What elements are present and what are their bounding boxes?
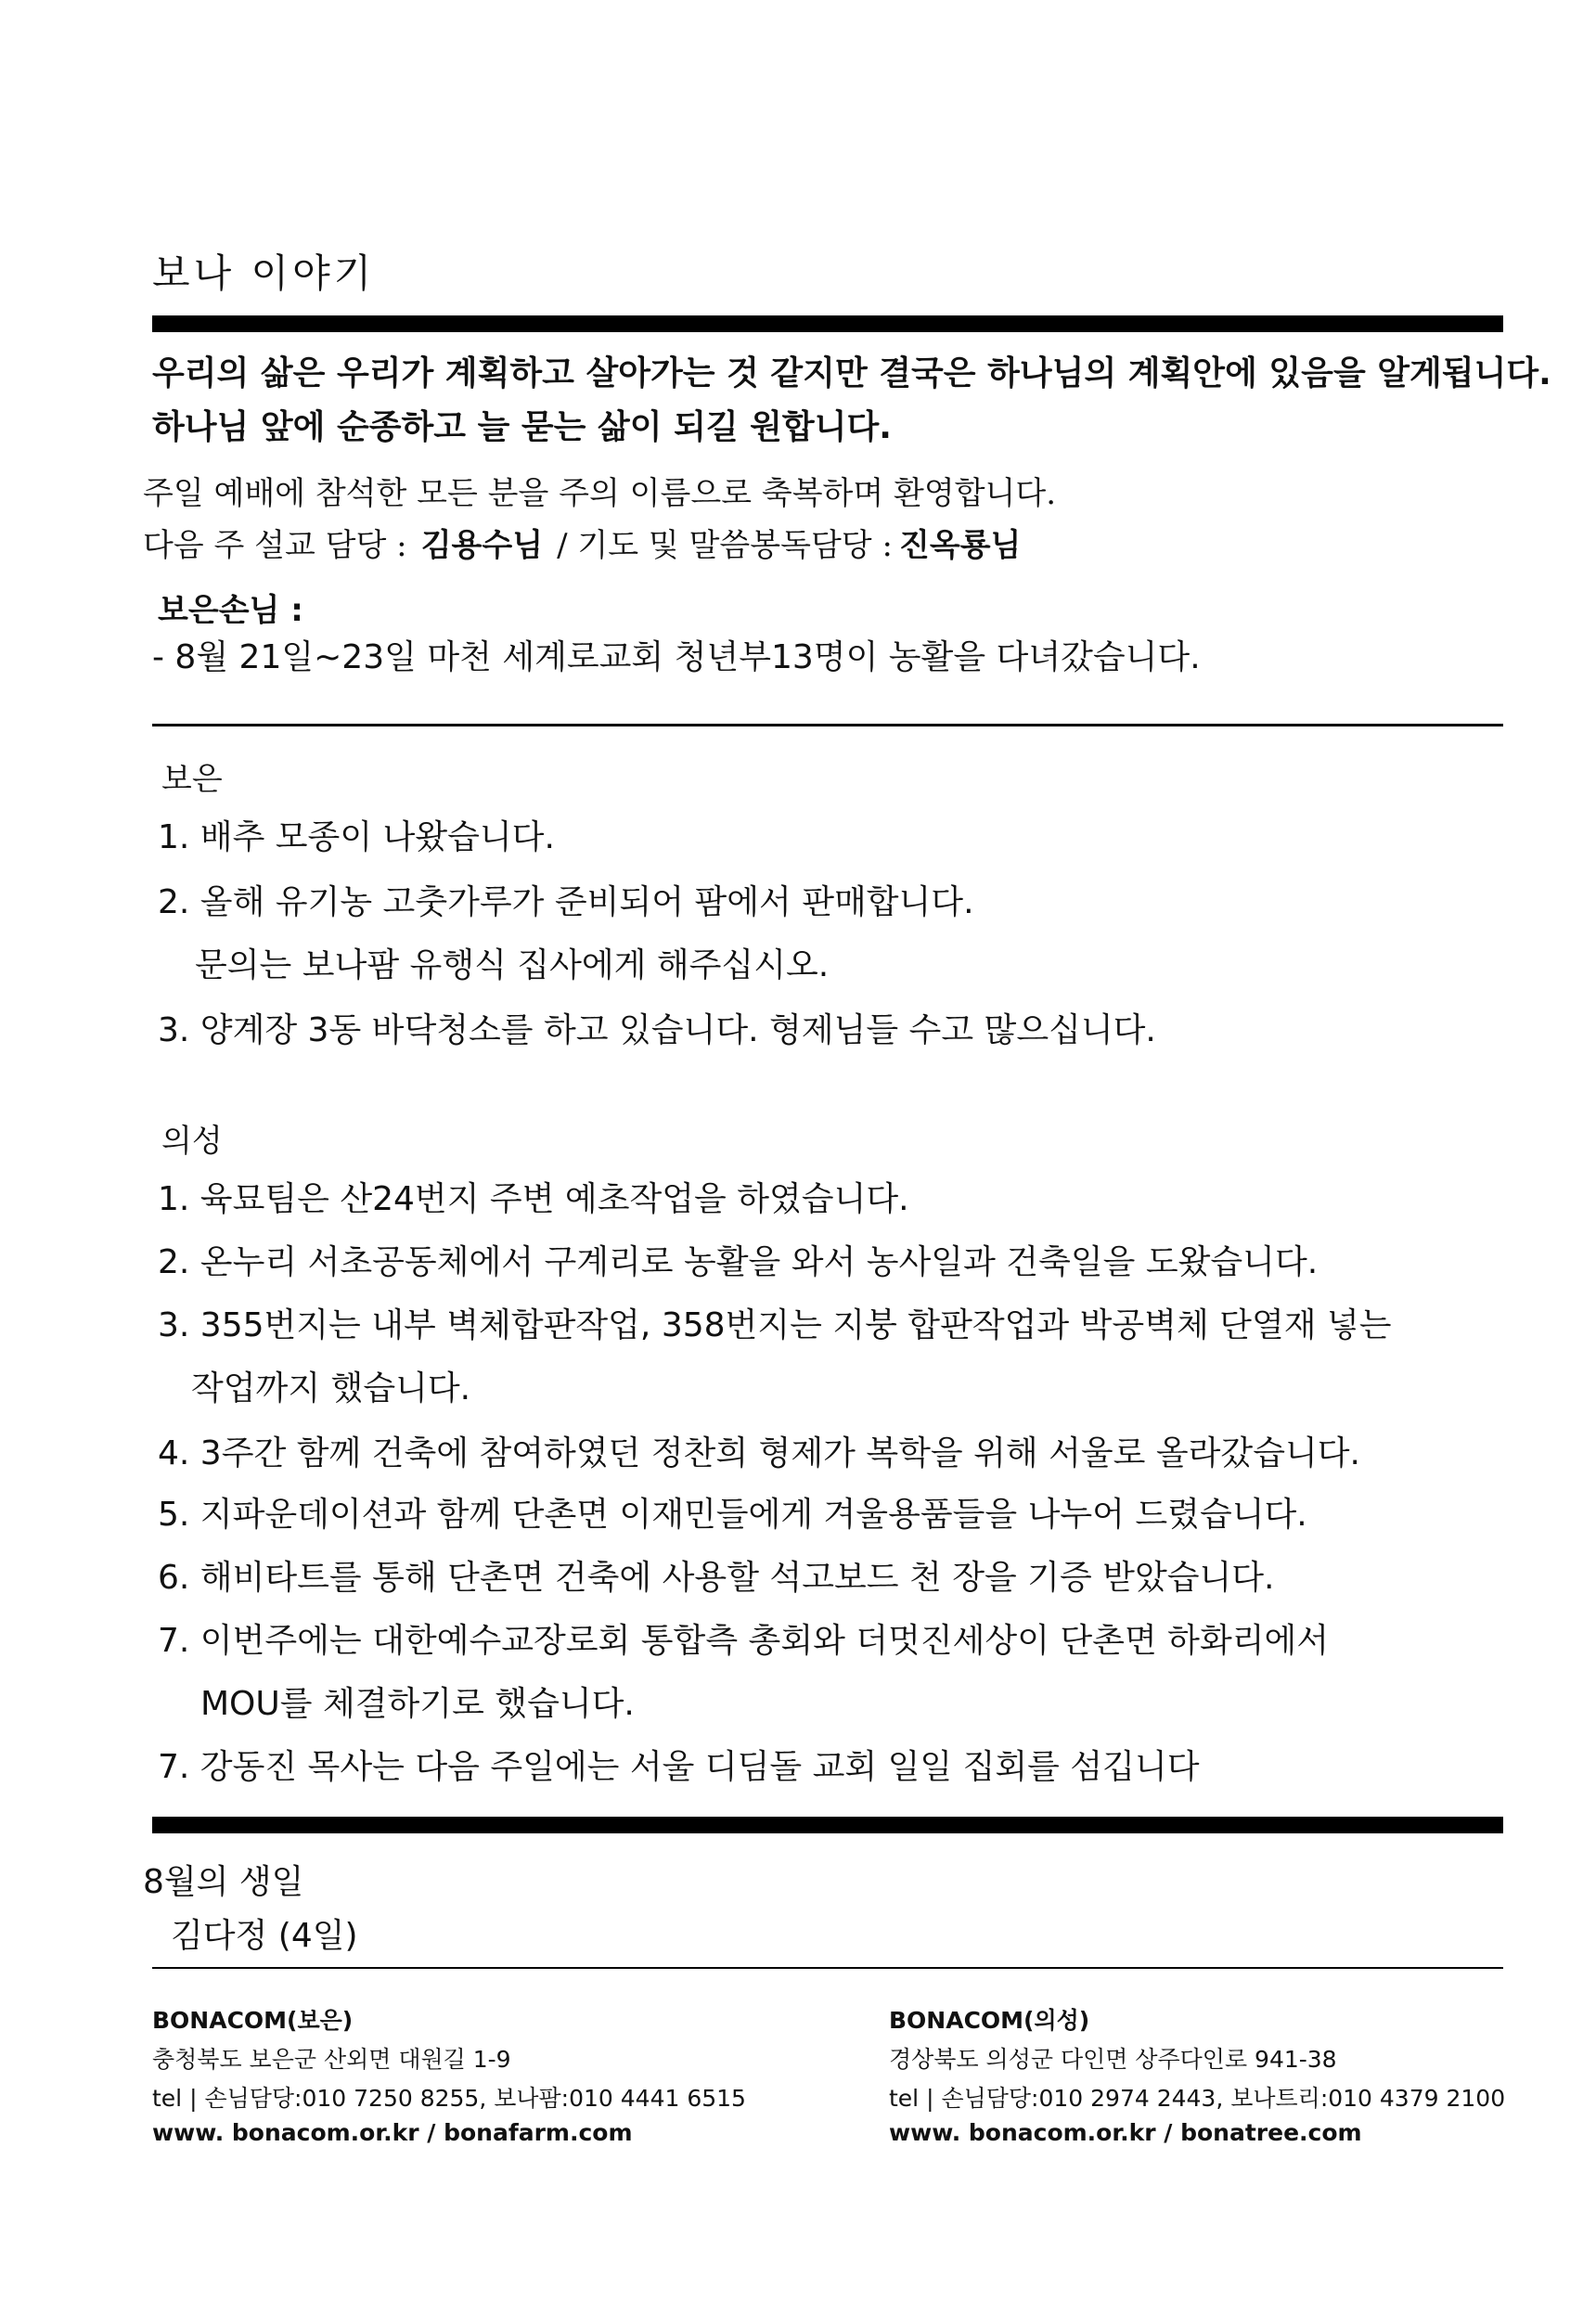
uiseong-item: 4. 3주간 함께 건축에 참여하였던 정찬희 형제가 복학을 위해 서울로 올라갔습니다. — [158, 1434, 1360, 1472]
page-title: 보나 이야기 — [152, 251, 376, 296]
uiseong-item: 2. 온누리 서초공동체에서 구계리로 농활을 와서 농사일과 건축일을 도왔습니다. — [158, 1243, 1319, 1281]
birthday-name: 김다정 (4일) — [171, 1917, 358, 1955]
boeun-item-continuation: 문의는 보나팜 유행식 집사에게 해주십시오. — [195, 946, 830, 984]
sermon-label: 다음 주 설교 담당 : — [143, 527, 407, 564]
uiseong-heading: 의성 — [161, 1123, 223, 1160]
uiseong-item: 1. 육묘팀은 산24번지 주변 예초작업을 하였습니다. — [158, 1180, 909, 1218]
footer-right-address: 경상북도 의성군 다인면 상주다인로 941-38 — [889, 2046, 1337, 2073]
boeun-item: 3. 양계장 3동 바닥청소를 하고 있습니다. 형제님들 수고 많으십니다. — [158, 1011, 1156, 1049]
guests-label: 보은손님 : — [158, 592, 303, 629]
uiseong-item: 7. 강동진 목사는 다음 주일에는 서울 디딤돌 교회 일일 집회를 섬깁니다 — [158, 1748, 1200, 1786]
footer-left-web[interactable]: www. bonacom.or.kr / bonafarm.com — [152, 2119, 633, 2146]
footer-right-web[interactable]: www. bonacom.or.kr / bonatree.com — [889, 2119, 1362, 2146]
uiseong-item: 5. 지파운데이션과 함께 단촌면 이재민들에게 겨울용품들을 나누어 드렸습니다. — [158, 1496, 1307, 1534]
footer-right-tel: tel | 손님담당:010 2974 2443, 보나트리:010 4379 2100 — [889, 2085, 1506, 2112]
uiseong-item-continuation: MOU를 체결하기로 했습니다. — [200, 1685, 635, 1723]
uiseong-item: 3. 355번지는 내부 벽체합판작업, 358번지는 지붕 합판작업과 박공벽체 단열재 넣는 — [158, 1306, 1392, 1344]
next-week-line — [143, 520, 1021, 565]
footer-right-name: BONACOM(의성) — [889, 2007, 1090, 2034]
boeun-item: 2. 올해 유기농 고춧가루가 준비되어 팜에서 판매합니다. — [158, 883, 974, 921]
sermon-name: 김용수님 — [420, 527, 544, 564]
intro-line-2: 하나님 앞에 순종하고 늘 묻는 삶이 되길 원합니다. — [152, 408, 892, 446]
guests-line: - 8월 21일~23일 마천 세계로교회 청년부13명이 농활을 다녀갔습니다. — [152, 638, 1201, 676]
uiseong-item: 6. 해비타트를 통해 단촌면 건축에 사용할 석고보드 천 장을 기증 받았습니다. — [158, 1559, 1275, 1597]
birthday-divider — [152, 1817, 1503, 1833]
uiseong-item-continuation: 작업까지 했습니다. — [191, 1369, 471, 1408]
footer-left-address: 충청북도 보은군 산외면 대원길 1-9 — [152, 2046, 511, 2073]
footer-left-name: BONACOM(보은) — [152, 2007, 354, 2034]
welcome-text: 주일 예배에 참석한 모든 분을 주의 이름으로 축복하며 환영합니다. — [143, 475, 1057, 512]
prayer-name: 진옥룡님 — [899, 527, 1022, 564]
birthday-heading: 8월의 생일 — [143, 1863, 304, 1901]
section-divider — [152, 724, 1503, 726]
title-divider — [152, 315, 1503, 332]
footer-divider — [152, 1967, 1503, 1969]
footer-left-tel: tel | 손님담당:010 7250 8255, 보나팜:010 4441 6515 — [152, 2085, 746, 2112]
boeun-item: 1. 배추 모종이 나왔습니다. — [158, 818, 555, 856]
uiseong-item: 7. 이번주에는 대한예수교장로회 통합측 총회와 더멋진세상이 단촌면 하화리에서 — [158, 1622, 1330, 1660]
boeun-heading: 보은 — [161, 761, 223, 798]
intro-line-1: 우리의 삶은 우리가 계획하고 살아가는 것 같지만 결국은 하나님의 계획안에 있음을 알게됩니다. — [152, 354, 1551, 392]
prayer-label: / 기도 및 말씀봉독담당 : — [557, 527, 893, 564]
